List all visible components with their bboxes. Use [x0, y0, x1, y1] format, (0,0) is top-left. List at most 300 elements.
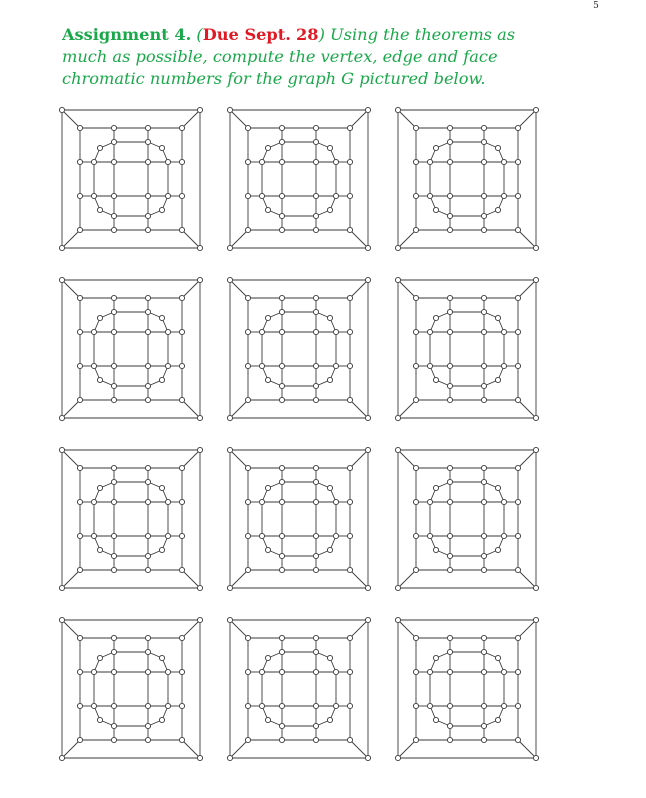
graph-vertex: [265, 145, 270, 150]
graph-vertex: [245, 567, 250, 572]
graph-vertex: [501, 329, 506, 334]
graph-vertex: [481, 465, 486, 470]
graph-vertex: [145, 213, 150, 218]
graph-vertex: [333, 533, 338, 538]
graph-vertex: [515, 499, 520, 504]
graph-edge: [62, 570, 80, 588]
graph-vertex: [427, 703, 432, 708]
graph-vertex: [279, 567, 284, 572]
graph-vertex: [245, 363, 250, 368]
graph-vertex: [265, 547, 270, 552]
graph-vertex: [447, 649, 452, 654]
graph-vertex: [245, 635, 250, 640]
graph-vertex: [313, 193, 318, 198]
graph-vertex: [259, 669, 264, 674]
graph-vertex: [145, 397, 150, 402]
graph-vertex: [97, 315, 102, 320]
graph-vertex: [495, 145, 500, 150]
graph-vertex: [481, 397, 486, 402]
graph-vertex: [327, 655, 332, 660]
graph-vertex: [227, 415, 232, 420]
graph-edge: [62, 450, 80, 468]
graph-vertex: [111, 737, 116, 742]
graph-vertex: [227, 447, 232, 452]
graph-vertex: [447, 465, 452, 470]
graph-vertex: [279, 125, 284, 130]
graph-vertex: [179, 397, 184, 402]
graph-vertex: [111, 295, 116, 300]
graph-vertex: [327, 145, 332, 150]
graph-vertex: [413, 669, 418, 674]
graph-edge: [398, 740, 416, 758]
graph-vertex: [165, 329, 170, 334]
graph-vertex: [515, 125, 520, 130]
graph-vertex: [197, 617, 202, 622]
graph-vertex: [515, 227, 520, 232]
graph-edge: [350, 620, 368, 638]
graph-edge: [230, 620, 248, 638]
graph-vertex: [481, 193, 486, 198]
graph-vertex: [501, 193, 506, 198]
graph-vertex: [347, 329, 352, 334]
graph-vertex: [179, 193, 184, 198]
graph-vertex: [313, 397, 318, 402]
graph-vertex: [165, 703, 170, 708]
graph-vertex: [481, 329, 486, 334]
graph-vertex: [481, 227, 486, 232]
graph-vertex: [347, 465, 352, 470]
graph-vertex: [365, 245, 370, 250]
open-paren: (: [191, 25, 203, 44]
graph-vertex: [447, 533, 452, 538]
graph-edge: [182, 400, 200, 418]
graph-edge: [518, 230, 536, 248]
graph-edge: [350, 740, 368, 758]
graph-vertex: [77, 295, 82, 300]
assignment-statement: [62, 24, 552, 90]
graph-vertex: [145, 465, 150, 470]
graph-vertex: [77, 227, 82, 232]
graph-vertex: [347, 193, 352, 198]
graph-vertex: [347, 737, 352, 742]
graph-vertex: [145, 125, 150, 130]
graph-copy: [224, 274, 374, 424]
graph-vertex: [395, 755, 400, 760]
graph-vertex: [245, 737, 250, 742]
graph-vertex: [179, 635, 184, 640]
graph-copy: [56, 444, 206, 594]
graph-vertex: [313, 567, 318, 572]
graph-vertex: [481, 295, 486, 300]
graph-vertex: [179, 125, 184, 130]
graph-vertex: [179, 499, 184, 504]
graph-vertex: [91, 329, 96, 334]
graph-vertex: [481, 649, 486, 654]
graph-vertex: [481, 737, 486, 742]
graph-edge: [518, 450, 536, 468]
graph-vertex: [533, 277, 538, 282]
graph-vertex: [245, 533, 250, 538]
graph-vertex: [447, 295, 452, 300]
graph-vertex: [313, 479, 318, 484]
graph-vertex: [245, 125, 250, 130]
graph-vertex: [447, 227, 452, 232]
graph-vertex: [347, 669, 352, 674]
graph-vertex: [179, 159, 184, 164]
graph-vertex: [515, 159, 520, 164]
graph-vertex: [159, 145, 164, 150]
graph-vertex: [111, 553, 116, 558]
graph-vertex: [227, 245, 232, 250]
graph-vertex: [259, 329, 264, 334]
graph-vertex: [333, 363, 338, 368]
graph-edge: [182, 450, 200, 468]
graph-vertex: [481, 533, 486, 538]
graph-vertex: [433, 145, 438, 150]
graph-vertex: [111, 567, 116, 572]
graph-vertex: [91, 363, 96, 368]
graph-vertex: [77, 329, 82, 334]
graph-vertex: [427, 363, 432, 368]
graph-vertex: [347, 159, 352, 164]
graph-vertex: [77, 635, 82, 640]
graph-vertex: [447, 703, 452, 708]
graph-vertex: [179, 669, 184, 674]
graph-vertex: [515, 465, 520, 470]
graph-vertex: [59, 585, 64, 590]
graph-vertex: [447, 383, 452, 388]
graph-vertex: [77, 397, 82, 402]
graph-vertex: [395, 107, 400, 112]
graph-vertex: [145, 383, 150, 388]
graph-vertex: [179, 363, 184, 368]
graph-vertex: [313, 669, 318, 674]
graph-vertex: [395, 277, 400, 282]
graph-vertex: [447, 553, 452, 558]
graph-copy: [224, 444, 374, 594]
graph-vertex: [279, 533, 284, 538]
graph-vertex: [159, 377, 164, 382]
graph-vertex: [91, 669, 96, 674]
graph-edge: [398, 620, 416, 638]
graph-vertex: [59, 447, 64, 452]
graph-vertex: [447, 309, 452, 314]
graph-vertex: [111, 383, 116, 388]
graph-copy: [224, 104, 374, 254]
graph-vertex: [413, 567, 418, 572]
graph-vertex: [77, 533, 82, 538]
graph-vertex: [145, 703, 150, 708]
graph-vertex: [111, 227, 116, 232]
graph-edge: [182, 280, 200, 298]
graph-vertex: [313, 125, 318, 130]
graph-vertex: [365, 277, 370, 282]
graph-vertex: [501, 159, 506, 164]
graph-edge: [62, 620, 80, 638]
graph-vertex: [245, 397, 250, 402]
graph-vertex: [447, 669, 452, 674]
graph-vertex: [279, 723, 284, 728]
graph-vertex: [447, 479, 452, 484]
graph-vertex: [327, 485, 332, 490]
graph-vertex: [395, 415, 400, 420]
graph-vertex: [279, 383, 284, 388]
graph-vertex: [413, 465, 418, 470]
graph-vertex: [327, 717, 332, 722]
graph-vertex: [433, 547, 438, 552]
graph-vertex: [395, 447, 400, 452]
graph-vertex: [145, 193, 150, 198]
graph-edge: [230, 110, 248, 128]
graph-vertex: [427, 193, 432, 198]
graph-vertex: [515, 533, 520, 538]
graph-vertex: [145, 479, 150, 484]
graph-vertex: [333, 669, 338, 674]
graph-vertex: [77, 703, 82, 708]
graph-vertex: [533, 245, 538, 250]
graph-vertex: [265, 377, 270, 382]
graph-edge: [182, 110, 200, 128]
graph-vertex: [111, 125, 116, 130]
graph-vertex: [433, 655, 438, 660]
graph-edge: [350, 280, 368, 298]
graph-edge: [62, 740, 80, 758]
graph-vertex: [111, 329, 116, 334]
graph-vertex: [111, 159, 116, 164]
graph-vertex: [313, 213, 318, 218]
graph-vertex: [347, 363, 352, 368]
graph-edge: [518, 400, 536, 418]
graph-vertex: [481, 383, 486, 388]
graph-vertex: [433, 207, 438, 212]
graph-vertex: [111, 479, 116, 484]
graph-edge: [518, 570, 536, 588]
graph-vertex: [179, 533, 184, 538]
graph-vertex: [427, 159, 432, 164]
graph-vertex: [279, 479, 284, 484]
graph-vertex: [447, 125, 452, 130]
graph-vertex: [447, 139, 452, 144]
graph-vertex: [111, 213, 116, 218]
graph-symbol: G: [341, 69, 355, 88]
graph-vertex: [447, 329, 452, 334]
graph-vertex: [413, 193, 418, 198]
graph-vertex: [313, 533, 318, 538]
graph-vertex: [481, 669, 486, 674]
graph-edge: [182, 740, 200, 758]
graph-vertex: [365, 755, 370, 760]
graph-vertex: [327, 315, 332, 320]
graph-vertex: [245, 499, 250, 504]
graph-vertex: [413, 533, 418, 538]
graph-vertex: [77, 499, 82, 504]
graph-vertex: [279, 213, 284, 218]
graph-vertex: [313, 383, 318, 388]
graph-vertex: [279, 309, 284, 314]
graph-vertex: [111, 703, 116, 708]
graph-vertex: [91, 703, 96, 708]
graph-vertex: [77, 363, 82, 368]
graph-vertex: [501, 669, 506, 674]
graph-vertex: [427, 499, 432, 504]
graph-vertex: [313, 635, 318, 640]
graph-copy: [56, 274, 206, 424]
graph-vertex: [145, 295, 150, 300]
graph-vertex: [533, 617, 538, 622]
graph-vertex: [227, 277, 232, 282]
graph-vertex: [179, 295, 184, 300]
graph-vertex: [481, 309, 486, 314]
graph-vertex: [197, 415, 202, 420]
graph-copy: [392, 614, 542, 764]
graph-vertex: [481, 723, 486, 728]
graph-vertex: [77, 159, 82, 164]
graph-vertex: [327, 377, 332, 382]
graph-vertex: [59, 245, 64, 250]
graph-vertex: [111, 533, 116, 538]
graph-vertex: [495, 377, 500, 382]
graph-vertex: [77, 567, 82, 572]
graph-edge: [518, 110, 536, 128]
graph-vertex: [447, 159, 452, 164]
graph-vertex: [111, 635, 116, 640]
graph-vertex: [279, 499, 284, 504]
graph-edge: [230, 280, 248, 298]
graph-vertex: [481, 703, 486, 708]
assignment-tail: pictured below.: [354, 69, 486, 88]
graph-vertex: [347, 227, 352, 232]
graph-edge: [350, 230, 368, 248]
graph-vertex: [313, 465, 318, 470]
graph-vertex: [159, 717, 164, 722]
graph-vertex: [179, 737, 184, 742]
graph-vertex: [333, 703, 338, 708]
graph-edge: [350, 570, 368, 588]
graph-vertex: [481, 567, 486, 572]
graph-copy: [392, 104, 542, 254]
graph-vertex: [495, 717, 500, 722]
graph-vertex: [495, 547, 500, 552]
graph-vertex: [245, 465, 250, 470]
graph-vertex: [97, 547, 102, 552]
graph-edge: [230, 230, 248, 248]
graph-vertex: [313, 737, 318, 742]
graph-vertex: [279, 669, 284, 674]
graph-vertex: [111, 363, 116, 368]
graph-vertex: [111, 499, 116, 504]
graph-vertex: [97, 655, 102, 660]
graph-vertex: [97, 377, 102, 382]
assignment-label: Assignment 4.: [62, 25, 192, 44]
graph-vertex: [179, 227, 184, 232]
graph-vertex: [111, 397, 116, 402]
graph-vertex: [245, 193, 250, 198]
graph-vertex: [533, 447, 538, 452]
graph-vertex: [179, 703, 184, 708]
graph-vertex: [97, 145, 102, 150]
graph-vertex: [259, 499, 264, 504]
graph-vertex: [447, 193, 452, 198]
graph-vertex: [165, 159, 170, 164]
graph-copies-grid: [56, 104, 560, 784]
graph-vertex: [533, 107, 538, 112]
graph-vertex: [313, 295, 318, 300]
graph-vertex: [111, 309, 116, 314]
graph-vertex: [165, 363, 170, 368]
graph-vertex: [145, 723, 150, 728]
graph-vertex: [111, 465, 116, 470]
graph-vertex: [447, 397, 452, 402]
graph-vertex: [279, 227, 284, 232]
graph-vertex: [447, 723, 452, 728]
graph-vertex: [501, 499, 506, 504]
graph-vertex: [481, 499, 486, 504]
graph-vertex: [197, 585, 202, 590]
graph-vertex: [333, 329, 338, 334]
graph-edge: [182, 570, 200, 588]
graph-vertex: [347, 567, 352, 572]
graph-edge: [230, 740, 248, 758]
graph-vertex: [279, 139, 284, 144]
graph-vertex: [433, 315, 438, 320]
graph-vertex: [227, 107, 232, 112]
graph-edge: [518, 740, 536, 758]
graph-copy: [392, 274, 542, 424]
graph-vertex: [145, 553, 150, 558]
graph-vertex: [413, 703, 418, 708]
graph-vertex: [259, 533, 264, 538]
graph-vertex: [313, 139, 318, 144]
graph-vertex: [313, 363, 318, 368]
graph-vertex: [197, 107, 202, 112]
graph-vertex: [427, 669, 432, 674]
graph-vertex: [165, 193, 170, 198]
graph-vertex: [413, 329, 418, 334]
graph-vertex: [533, 415, 538, 420]
graph-edge: [62, 280, 80, 298]
graph-vertex: [481, 479, 486, 484]
graph-vertex: [365, 617, 370, 622]
graph-vertex: [197, 755, 202, 760]
graph-vertex: [265, 717, 270, 722]
graph-vertex: [145, 309, 150, 314]
graph-vertex: [365, 585, 370, 590]
page-number: 5: [593, 1, 599, 11]
graph-vertex: [495, 655, 500, 660]
graph-vertex: [481, 363, 486, 368]
graph-vertex: [265, 485, 270, 490]
graph-vertex: [515, 193, 520, 198]
graph-vertex: [495, 315, 500, 320]
graph-vertex: [279, 193, 284, 198]
graph-vertex: [481, 139, 486, 144]
graph-vertex: [111, 723, 116, 728]
graph-vertex: [259, 363, 264, 368]
graph-vertex: [145, 737, 150, 742]
graph-vertex: [245, 159, 250, 164]
due-label: Due Sept.: [202, 25, 291, 44]
graph-edge: [62, 110, 80, 128]
graph-vertex: [145, 567, 150, 572]
graph-vertex: [145, 159, 150, 164]
graph-vertex: [481, 553, 486, 558]
graph-vertex: [433, 377, 438, 382]
graph-vertex: [495, 207, 500, 212]
graph-vertex: [347, 635, 352, 640]
graph-vertex: [245, 329, 250, 334]
graph-vertex: [227, 755, 232, 760]
graph-vertex: [447, 635, 452, 640]
